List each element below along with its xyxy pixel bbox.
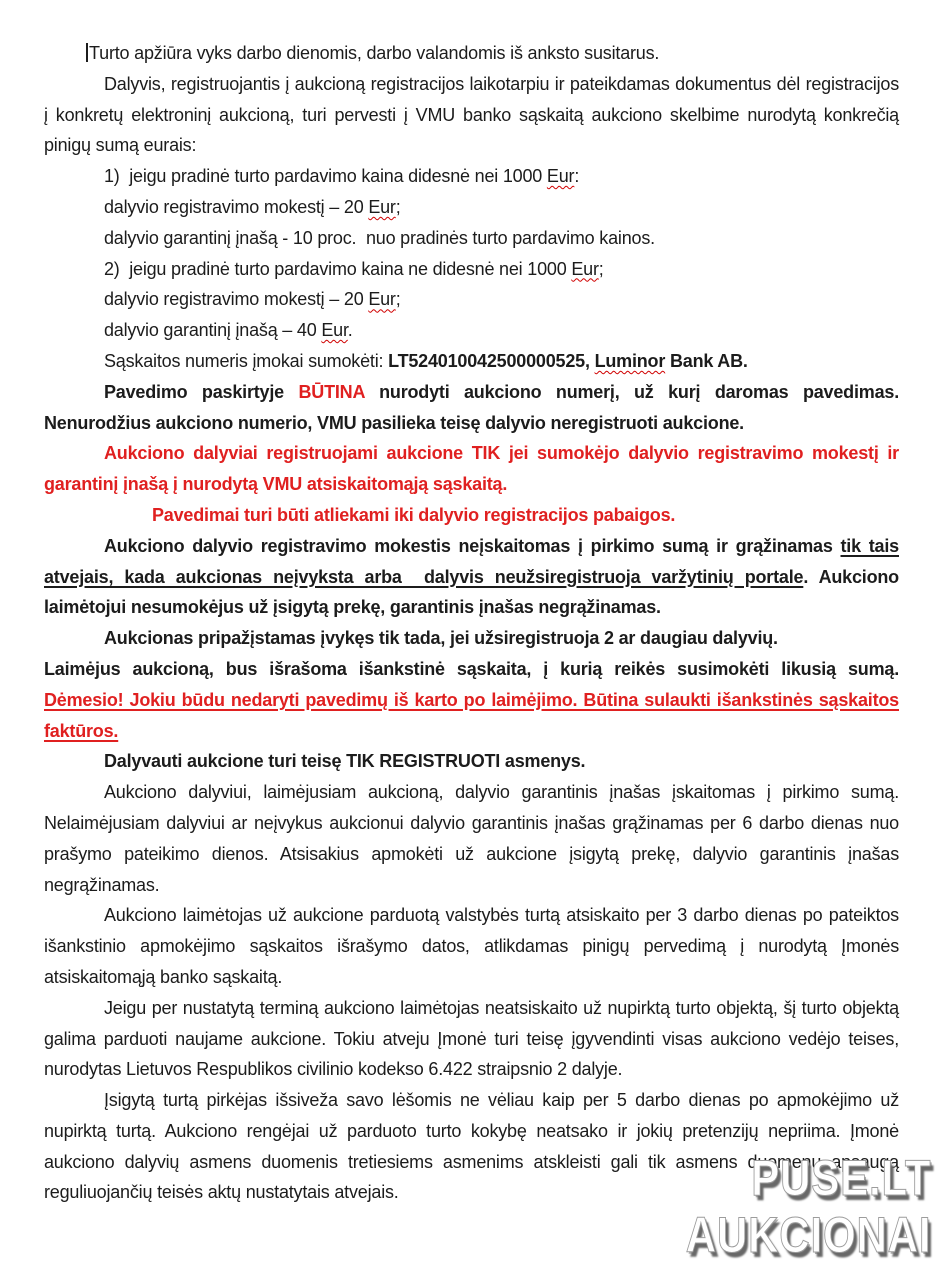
text-run: dalyvio registravimo mokestį – 20 xyxy=(104,289,369,310)
spellcheck-word-eur: Eur xyxy=(321,320,348,341)
paragraph-winner-payment-terms xyxy=(44,900,899,992)
spellcheck-word-eur: Eur xyxy=(571,258,599,279)
watermark xyxy=(685,1150,931,1264)
text-run: Aukciono dalyviai registruojami aukcione TIK jei sumokėjo dalyvio registravimo mokestį ir garantinį įnašą į nurodytą VMU atsiskaitomąją sąskaitą. xyxy=(44,443,899,495)
document-body xyxy=(44,38,899,1208)
text-run: Sąskaitos numeris įmokai sumokėti: xyxy=(104,350,389,371)
text-run: dalyvio garantinį įnašą - 10 proc. nuo pradinės turto pardavimo kainos. xyxy=(104,227,655,248)
text-run: Dalyvis, registruojantis į aukcioną registracijos laikotarpiu ir pateikdamas dokumentus dėl registracijos į konkretų elektroninį aukcioną, turi pervesti į VMU banko sąskaitą aukciono skelbime nurodytą konkrečią pinigų sumą eurais: xyxy=(44,73,899,156)
paragraph-attention-warning xyxy=(44,685,899,747)
paragraph-property-inspection xyxy=(44,38,899,69)
list-item-registration-fee-2 xyxy=(44,284,899,315)
paragraph-registration-payment xyxy=(44,69,899,161)
text-run: 2) jeigu pradinė turto pardavimo kaina ne didesnė nei 1000 xyxy=(104,258,572,279)
text-run: Aukciono dalyvio registravimo mokestis neįskaitomas į pirkimo sumą ir grąžinamas xyxy=(104,535,841,556)
text-run: Jeigu per nustatytą terminą aukciono laimėtojas neatsiskaito už nupirktą turto objektą, šį turto objektą galima parduoti naujame aukcione. Tokiu atveju Įmonė turi teisę įgyvendinti visas aukciono vedėjo teises, nurodytas Lietuvos Respublikos civilinio kodekso 6.422 straipsnio 2 dalyje. xyxy=(44,997,899,1080)
spellcheck-word-eur: Eur xyxy=(546,166,575,187)
watermark-line-puse-lt: PUSE.LT xyxy=(750,1150,931,1206)
text-run: ; xyxy=(395,196,401,217)
paragraph-registration-warning xyxy=(44,438,899,500)
paragraph-non-payment-consequences xyxy=(44,993,899,1085)
text-run: Aukciono dalyviui, laimėjusiam aukcioną, dalyvio garantinis įnašas įskaitomas į pirkimo sumą. Nelaimėjusiam dalyviui ar neįvykus aukcionui dalyvio garantinis įnašas grąžinamas per 6 darbo dienas nuo prašymo pateikimo dienos. Atsisakius apmokėti už aukcione įsigytą prekę, dalyvio garantinis įnašas negrąžinamas. xyxy=(44,782,899,895)
text-run: Įsigytą turtą pirkėjas išsiveža savo lėšomis ne vėliau kaip per 5 darbo dienas po apmokėjimo už nupirktą turtą. Aukciono rengėjai už parduoto turto kokybę neatsako ir jokių pretenzijų nepriima. Įmonė aukciono dalyvių asmens duomenis tretiesiems asmenims atskleisti gali tik asmens duomenų apsaugą reguliuojančių teisės aktų nustatytais atvejais. xyxy=(44,1090,899,1203)
text-run: ; xyxy=(395,289,401,310)
spellcheck-word-eur: Eur xyxy=(368,289,396,310)
text-run: . Aukciono laimėtojui nesumokėjus už įsigytą prekę, garantinis įnašas negrąžinamas. xyxy=(44,566,899,618)
paragraph-fee-refund-rules xyxy=(44,531,899,623)
text-run: Dėmesio! Jokiu būdu nedaryti pavedimų iš karto po laimėjimo. Būtina sulaukti išankstinės sąskaitos faktūros. xyxy=(44,689,899,741)
underlined-refund-condition: tik tais atvejais, kada aukcionas neįvyksta arba dalyvis neužsiregistruoja varžytinių portale xyxy=(44,535,899,587)
list-item-guarantee-2 xyxy=(44,315,899,346)
paragraph-account-number xyxy=(44,346,899,377)
list-item-1 xyxy=(44,161,899,192)
text-run: Aukcionas pripažįstamas įvykęs tik tada, jei užsiregistruoja 2 ar daugiau dalyvių. xyxy=(104,628,778,649)
text-run: Dalyvauti aukcione turi teisę TIK REGISTRUOTI asmenys. xyxy=(104,751,586,772)
spellcheck-word-eur: Eur xyxy=(368,196,396,217)
account-number: LT524010042500000525, xyxy=(388,350,595,371)
text-run: ; xyxy=(598,258,604,279)
text-run: Pavedimai turi būti atliekami iki dalyvio registracijos pabaigos. xyxy=(152,504,676,525)
text-run: : xyxy=(574,166,580,187)
text-run: nurodyti aukciono numerį, už kurį daromas pavedimas. Nenurodžius aukciono numerio, VMU pasilieka teisę dalyvio neregistruoti aukcione. xyxy=(44,381,899,433)
text-run: 1) jeigu pradinė turto pardavimo kaina didesnė nei 1000 xyxy=(104,166,547,187)
watermark-line-aukcionai: AUKCIONAI xyxy=(685,1207,931,1263)
list-item-guarantee-1 xyxy=(44,223,899,254)
paragraph-advance-invoice xyxy=(44,654,899,685)
text-cursor xyxy=(86,43,88,62)
emphasis-butina: BŪTINA xyxy=(298,381,365,402)
paragraph-guarantee-settlement xyxy=(44,777,899,900)
text-run: dalyvio registravimo mokestį – 20 xyxy=(104,196,369,217)
text-run: Aukciono laimėtojas už aukcione parduotą valstybės turtą atsiskaito per 3 darbo dienas po pateiktos išankstinio apmokėjimo sąskaitos išrašymo datos, atlikdamas pinigų pervedimą į nurodytą Įmonės atsiskaitomąją banko sąskaitą. xyxy=(44,905,899,987)
list-item-2 xyxy=(44,254,899,285)
paragraph-auction-validity xyxy=(44,623,899,654)
bank-name: Bank AB. xyxy=(665,350,748,371)
text-run: . xyxy=(347,320,353,341)
paragraph-registered-only xyxy=(44,746,899,777)
list-item-registration-fee-1 xyxy=(44,192,899,223)
spellcheck-word-luminor: Luminor xyxy=(594,350,666,371)
paragraph-payment-purpose xyxy=(44,377,899,439)
text-run: Pavedimo paskirtyje xyxy=(104,381,299,402)
text-run: Turto apžiūra vyks darbo dienomis, darbo valandomis iš anksto susitarus. xyxy=(89,43,660,63)
paragraph-transfer-deadline xyxy=(44,500,899,531)
text-run: Laimėjus aukcioną, bus išrašoma išankstinė sąskaita, į kurią reikės susimokėti likusią sumą. xyxy=(44,658,899,679)
text-run: dalyvio garantinį įnašą – 40 xyxy=(104,320,322,341)
